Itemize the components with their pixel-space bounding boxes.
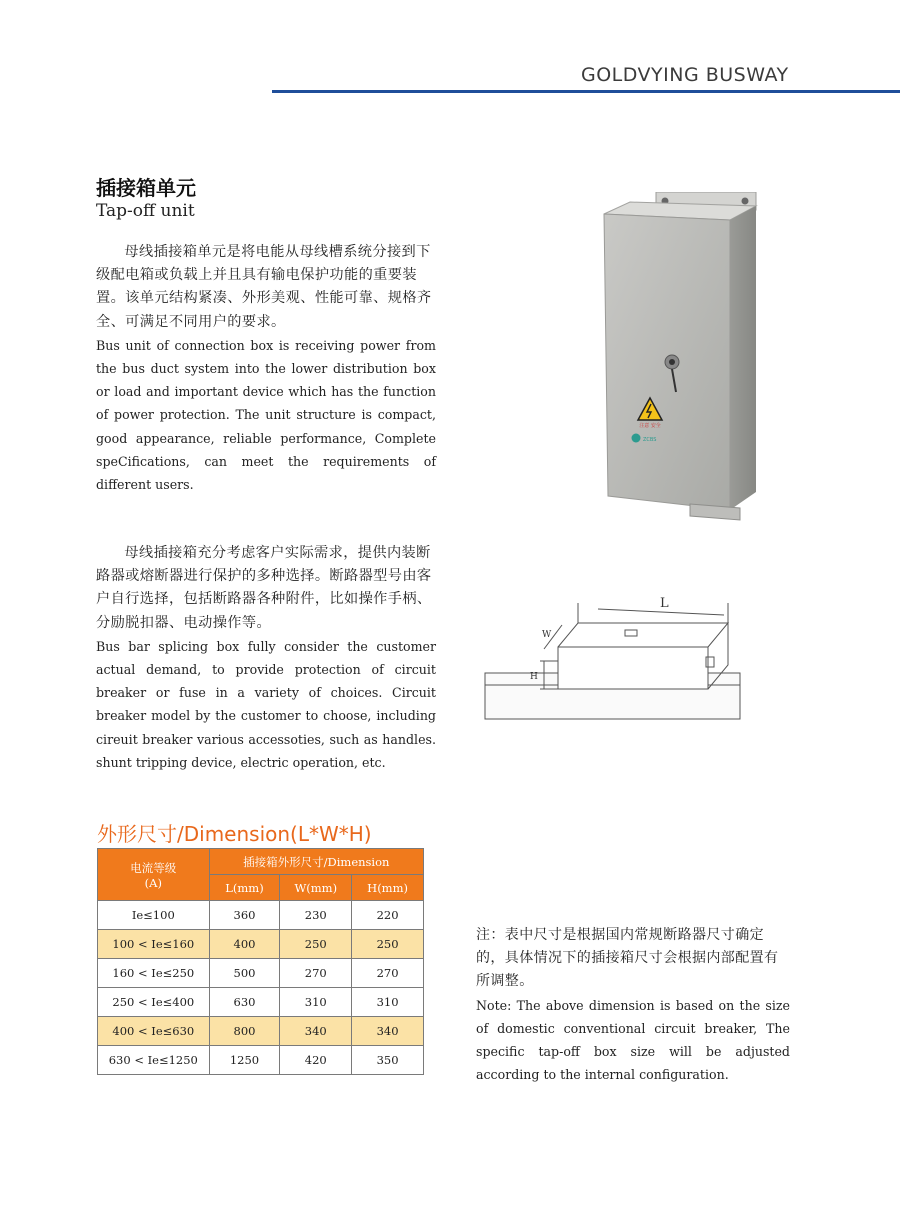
note-block <box>476 924 790 1086</box>
cell-h: 270 <box>352 959 424 988</box>
section-title-cn: 插接箱单元 <box>96 176 196 200</box>
cell-w: 230 <box>280 901 352 930</box>
dimension-title: 外形尺寸/Dimension(L*W*H) <box>97 822 372 846</box>
dimension-table <box>97 848 424 1075</box>
logo-text: ZCBS <box>643 437 657 443</box>
cell-current: 400 < Ie≤630 <box>98 1017 210 1046</box>
header-current-unit: (A) <box>144 875 162 890</box>
header-w: W(mm) <box>280 875 352 901</box>
table-row <box>98 1017 424 1046</box>
label-w: W <box>542 630 552 640</box>
options-en: Bus bar splicing box fully consider the customer actual demand, to provide protection of circuit breaker or fuse in a variety of choices. Circuit breaker model by the customer to choose, including cireuit breaker various accessoties, such as handles. shunt tripping device, electric operation, etc. <box>96 638 436 770</box>
intro-block <box>96 241 436 496</box>
label-h: H <box>530 672 538 682</box>
header-h: H(mm) <box>352 875 424 901</box>
warning-text: 注意 安全 <box>639 423 661 429</box>
label-l: L <box>660 596 669 611</box>
table-row <box>98 959 424 988</box>
table-row <box>98 930 424 959</box>
options-block <box>96 542 436 774</box>
cell-current: 100 < Ie≤160 <box>98 930 210 959</box>
note-cn: 注：表中尺寸是根据国内常规断路器尺寸确定的，具体情况下的插接箱尺寸会根据内部配置有所调整。 <box>476 927 779 990</box>
table-row <box>98 1046 424 1075</box>
header-current <box>98 849 210 901</box>
cell-h: 220 <box>352 901 424 930</box>
options-cn: 母线插接箱充分考虑客户实际需求，提供内装断路器或熔断器进行保护的多种选择。断路器型号由客户自行选择，包括断路器各种附件，比如操作手柄、分励脱扣器、电动操作等。 <box>96 545 432 631</box>
cell-w: 270 <box>280 959 352 988</box>
cell-l: 1250 <box>209 1046 280 1075</box>
cell-w: 420 <box>280 1046 352 1075</box>
cell-current: 160 < Ie≤250 <box>98 959 210 988</box>
cell-h: 340 <box>352 1017 424 1046</box>
header-current-label: 电流等级 <box>130 860 177 875</box>
cell-l: 630 <box>209 988 280 1017</box>
cell-h: 310 <box>352 988 424 1017</box>
intro-cn: 母线插接箱单元是将电能从母线槽系统分接到下级配电箱或负载上并且具有输电保护功能的重要装置。该单元结构紧凑、外形美观、性能可靠、规格齐全、可满足不同用户的要求。 <box>96 244 432 330</box>
cell-w: 310 <box>280 988 352 1017</box>
tap-off-box-image <box>590 192 770 522</box>
cell-w: 340 <box>280 1017 352 1046</box>
cell-l: 500 <box>209 959 280 988</box>
brand-name: GOLDVYING BUSWAY <box>581 64 789 86</box>
logo-icon <box>632 434 641 443</box>
cell-current: 630 < Ie≤1250 <box>98 1046 210 1075</box>
note-en: Note: The above dimension is based on the size of domestic conventional circuit breaker, The specific tap-off box size will be adjusted according to the internal configuration. <box>476 997 790 1083</box>
cell-l: 360 <box>209 901 280 930</box>
header-rule <box>272 90 900 93</box>
header-group: 插接箱外形尺寸/Dimension <box>209 849 423 875</box>
cell-h: 350 <box>352 1046 424 1075</box>
cell-l: 800 <box>209 1017 280 1046</box>
cell-w: 250 <box>280 930 352 959</box>
table-row <box>98 901 424 930</box>
intro-en: Bus unit of connection box is receiving power from the bus duct system into the lower distribution box or load and important device which has the function of power protection. The unit structure is compact, good appearance, reliable performance, Complete speCifications, can meet the requirements of different users. <box>96 337 436 493</box>
cell-h: 250 <box>352 930 424 959</box>
cell-l: 400 <box>209 930 280 959</box>
section-title-en: Tap-off unit <box>96 201 195 221</box>
cell-current: 250 < Ie≤400 <box>98 988 210 1017</box>
dimension-drawing <box>480 595 750 735</box>
cell-current: Ie≤100 <box>98 901 210 930</box>
header-l: L(mm) <box>209 875 280 901</box>
table-row <box>98 988 424 1017</box>
